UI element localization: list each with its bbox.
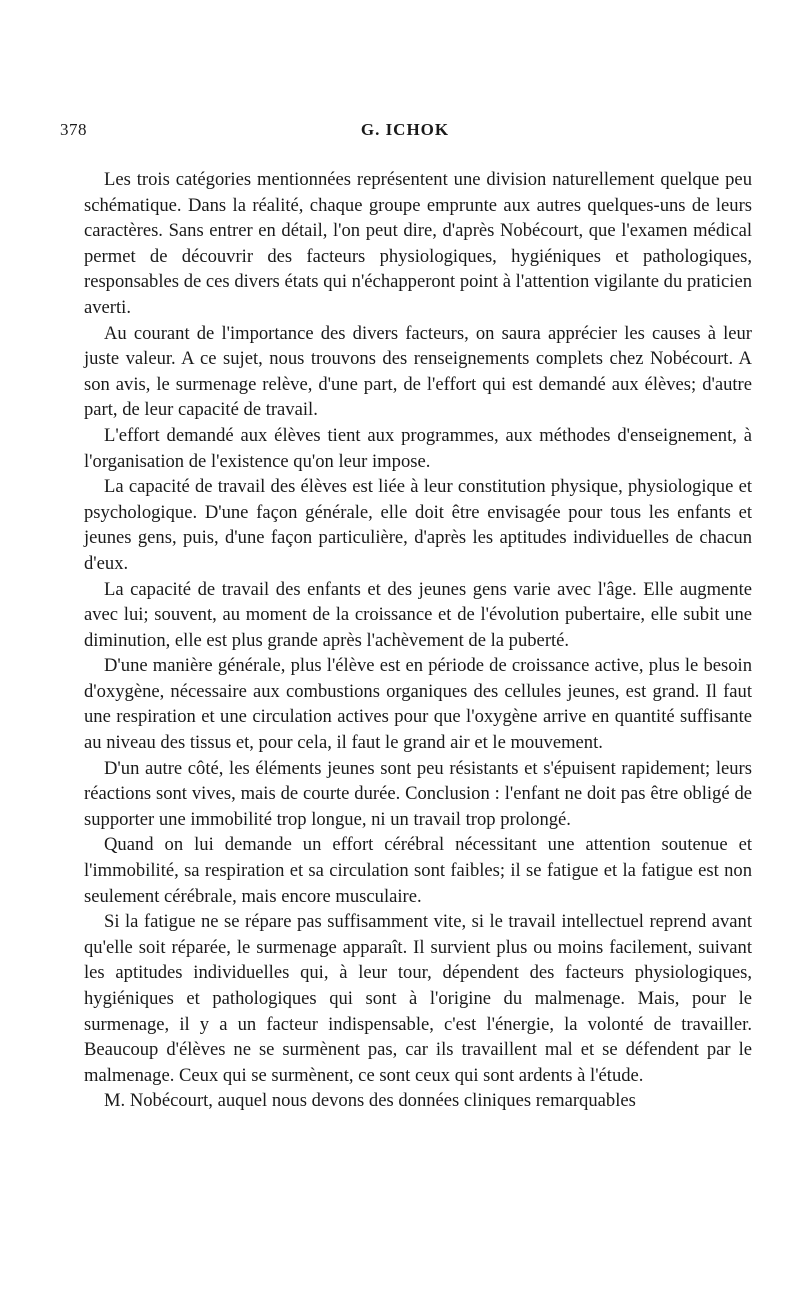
paragraph: Les trois catégories mentionnées représentent une division naturellement quelque peu schématique. Dans la réalité, chaque groupe emprunte aux autres quelques-uns de leurs caractères. Sans entrer en détail, l'on peut dire, d'après Nobécourt, que l'examen médical permet de découvrir des facteurs physiologiques, hygiéniques et pathologiques, responsables de ces divers états qui n'échapperont point à l'attention vigilante du praticien averti. (84, 169, 752, 318)
paragraph: Si la fatigue ne se répare pas suffisamment vite, si le travail intellectuel reprend avant qu'elle soit réparée, le surmenage apparaît. Il survient plus ou moins facilement, suivant les aptitudes individuelles qui, à leur tour, dépendent des facteurs physiologiques, hygiéniques et pathologiques qui sont à l'origine du malmenage. Mais, pour le surmenage, il y a un facteur indispensable, c'est l'énergie, la volonté de travailler. Beaucoup d'élèves ne se surmènent pas, car ils travaillent mal et se défendent par le malmenage. Ceux qui se surmènent, ce sont ceux qui sont ardents à l'étude. (84, 911, 752, 1086)
paragraph: Au courant de l'importance des divers facteurs, on saura apprécier les causes à leur juste valeur. A ce sujet, nous trouvons des renseignements complets chez Nobécourt. A son avis, le surmenage relève, d'une part, de l'effort qui est demandé aux élèves; d'autre part, de leur capacité de travail. (84, 322, 752, 421)
paragraph: La capacité de travail des élèves est liée à leur constitution physique, physiologique et psychologique. D'une façon générale, elle doit être envisagée pour tous les enfants et jeunes gens, puis, d'une façon particulière, d'après les aptitudes individuelles de chacun d'eux. (84, 476, 752, 574)
paragraph: Quand on lui demande un effort cérébral nécessitant une attention soutenue et l'immobilité, sa respiration et sa circulation sont faibles; il se fatigue et la fatigue est non seulement cérébrale, mais encore musculaire. (84, 834, 752, 907)
paragraph: L'effort demandé aux élèves tient aux programmes, aux méthodes d'enseignement, à l'organisation de l'existence qu'on leur impose. (84, 424, 752, 472)
paragraph: D'une manière générale, plus l'élève est en période de croissance active, plus le besoin d'oxygène, nécessaire aux combustions organiques des cellules jeunes, est grand. Il faut une respiration et une circulation actives pour que l'oxygène arrive en quantité suffisante au niveau des tissus et, pour cela, il faut le grand air et le mouvement. (84, 655, 752, 754)
paragraph: M. Nobécourt, auquel nous devons des données cliniques remarquables (104, 1090, 636, 1112)
running-head (60, 120, 750, 144)
running-title: G. ICHOK (360, 120, 450, 139)
paragraph: La capacité de travail des enfants et des jeunes gens varie avec l'âge. Elle augmente avec lui; souvent, au moment de la croissance et de l'évolution pubertaire, elle subit une diminution, elle est plus grande après l'achèvement de la puberté. (84, 578, 752, 651)
paragraph: D'un autre côté, les éléments jeunes sont peu résistants et s'épuisent rapidement; leurs réactions sont vives, mais de courte durée. Conclusion : l'enfant ne doit pas être obligé de supporter une immobilité trop longue, ni un travail trop prolongé. (84, 757, 752, 830)
body-text (84, 167, 752, 1114)
page-number: 378 (60, 120, 87, 139)
